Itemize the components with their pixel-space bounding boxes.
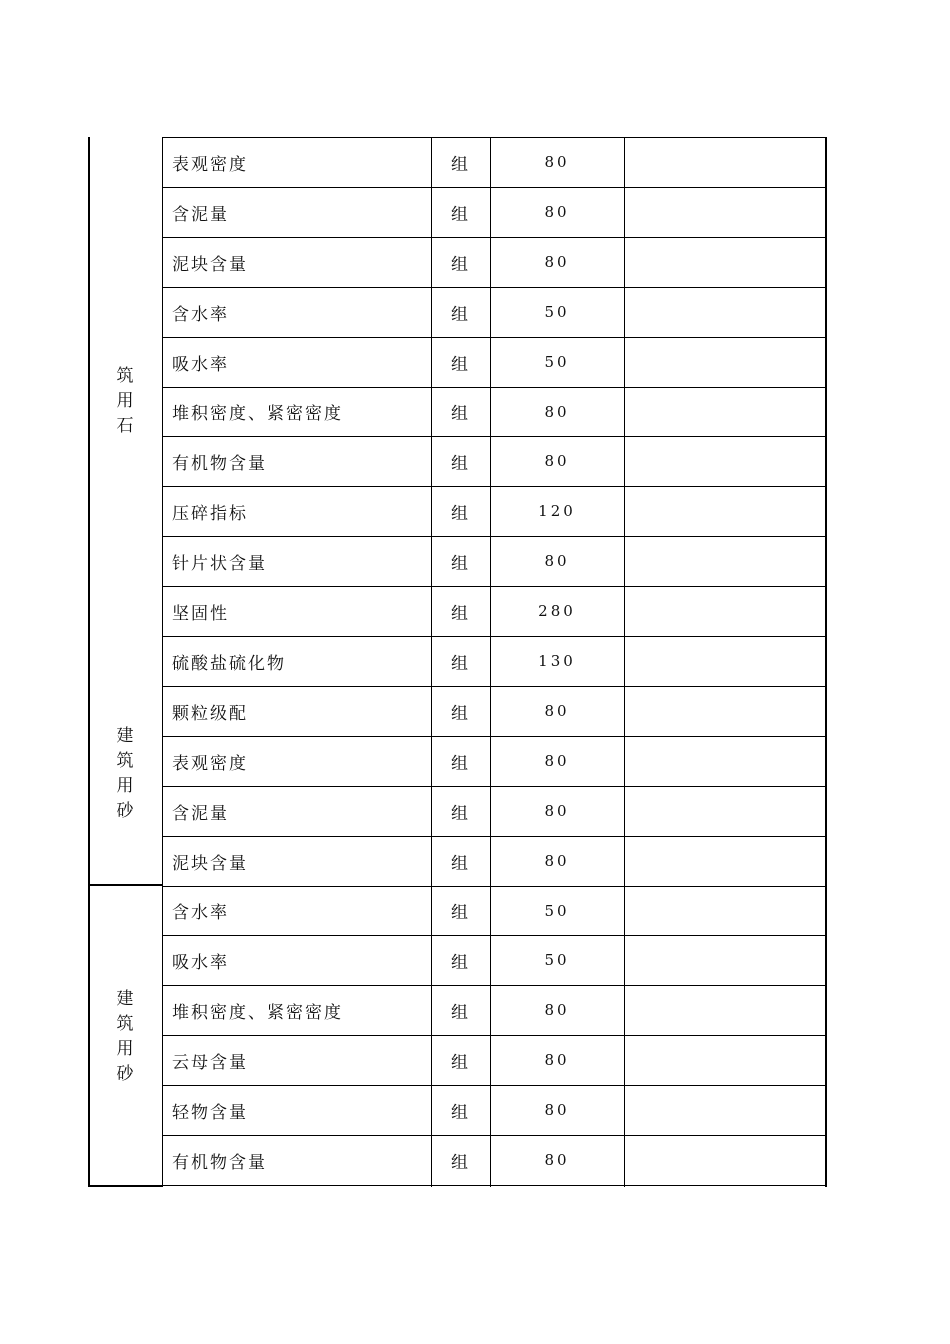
item-value: 80 (544, 552, 570, 570)
item-value: 80 (544, 752, 570, 770)
item-note (624, 886, 826, 935)
category-char: 石 (116, 416, 134, 436)
item-name: 硫酸盐硫化物 (172, 653, 286, 674)
item-note (624, 137, 826, 187)
item-note (624, 935, 826, 985)
table-row (88, 486, 826, 536)
table-row (88, 1085, 826, 1135)
item-note (624, 486, 826, 536)
item-note (624, 836, 826, 886)
item-name: 针片状含量 (172, 553, 267, 574)
item-name: 吸水率 (172, 952, 229, 973)
table-row (88, 387, 826, 436)
item-value: 80 (544, 1101, 570, 1119)
item-unit: 组 (451, 304, 470, 325)
item-value: 80 (544, 802, 570, 820)
test-items-table (88, 137, 826, 1187)
item-note (624, 1035, 826, 1085)
item-note (624, 387, 826, 436)
category-char: 砂 (116, 801, 134, 821)
item-unit: 组 (451, 753, 470, 774)
item-unit: 组 (451, 903, 470, 923)
item-unit: 组 (451, 603, 470, 624)
category-char: 建 (116, 726, 134, 746)
item-note (624, 985, 826, 1035)
table-row (88, 1035, 826, 1085)
item-note (624, 786, 826, 836)
item-name: 堆积密度、紧密密度 (172, 404, 343, 424)
item-name: 轻物含量 (172, 1102, 248, 1123)
item-unit: 组 (451, 1102, 470, 1123)
item-note (624, 187, 826, 237)
item-value: 80 (544, 852, 570, 870)
item-value: 50 (544, 951, 570, 969)
table-row (88, 586, 826, 636)
item-unit: 组 (451, 553, 470, 574)
item-value: 80 (544, 153, 570, 171)
category-char: 砂 (116, 1064, 134, 1084)
table-row (88, 985, 826, 1035)
item-unit: 组 (451, 404, 470, 424)
item-unit: 组 (451, 254, 470, 275)
item-note (624, 1085, 826, 1135)
item-name: 含水率 (172, 903, 229, 923)
item-value: 120 (538, 502, 576, 520)
item-name: 含泥量 (172, 803, 229, 824)
item-value: 80 (544, 1051, 570, 1069)
item-unit: 组 (451, 952, 470, 973)
item-name: 颗粒级配 (172, 703, 248, 724)
item-note (624, 686, 826, 736)
item-name: 泥块含量 (172, 254, 248, 275)
item-note (624, 636, 826, 686)
item-value: 80 (544, 1001, 570, 1019)
item-name: 云母含量 (172, 1052, 248, 1073)
item-note (624, 436, 826, 486)
table-row (88, 686, 826, 736)
item-value: 80 (544, 702, 570, 720)
item-name: 吸水率 (172, 354, 229, 375)
category-char: 筑 (116, 751, 134, 771)
item-unit: 组 (451, 1052, 470, 1073)
item-unit: 组 (451, 453, 470, 474)
item-name: 堆积密度、紧密密度 (172, 1002, 343, 1023)
item-value: 280 (538, 602, 576, 620)
table-row (88, 287, 826, 337)
item-name: 有机物含量 (172, 1152, 267, 1173)
item-name: 含水率 (172, 304, 229, 325)
table-row (88, 436, 826, 486)
item-note (624, 237, 826, 287)
item-name: 表观密度 (172, 753, 248, 774)
table-row (88, 536, 826, 586)
item-unit: 组 (451, 1152, 470, 1173)
item-unit: 组 (451, 154, 470, 175)
item-unit: 组 (451, 853, 470, 874)
item-value: 130 (538, 652, 576, 670)
category-char: 用 (116, 391, 134, 411)
item-unit: 组 (451, 354, 470, 375)
item-unit: 组 (451, 803, 470, 824)
category-char: 用 (116, 1039, 134, 1059)
table-row (88, 886, 826, 935)
category-char: 筑 (116, 366, 134, 386)
category-char: 用 (116, 776, 134, 796)
table-row (88, 1135, 826, 1185)
category-char: 筑 (116, 1014, 134, 1034)
item-value: 80 (544, 402, 570, 421)
table-row (88, 786, 826, 836)
item-note (624, 536, 826, 586)
table-bottom-border (162, 1185, 826, 1186)
item-name: 泥块含量 (172, 853, 248, 874)
table-row (88, 736, 826, 786)
item-name: 表观密度 (172, 154, 248, 175)
item-value: 50 (544, 353, 570, 371)
item-value: 50 (544, 901, 570, 920)
item-name: 压碎指标 (172, 503, 248, 524)
table-row (88, 337, 826, 387)
item-unit: 组 (451, 703, 470, 724)
item-value: 50 (544, 303, 570, 321)
item-note (624, 1135, 826, 1185)
table-row (88, 836, 826, 886)
category-char: 建 (116, 989, 134, 1009)
item-note (624, 337, 826, 387)
item-name: 有机物含量 (172, 453, 267, 474)
item-value: 80 (544, 452, 570, 470)
item-unit: 组 (451, 503, 470, 524)
table-bottom-left (88, 1185, 162, 1187)
item-note (624, 586, 826, 636)
table-row (88, 237, 826, 287)
item-note (624, 287, 826, 337)
item-value: 80 (544, 203, 570, 221)
item-unit: 组 (451, 653, 470, 674)
table-row (88, 636, 826, 686)
item-name: 含泥量 (172, 204, 229, 225)
table-row (88, 187, 826, 237)
table-row (88, 137, 826, 187)
item-unit: 组 (451, 1002, 470, 1023)
table-row (88, 935, 826, 985)
item-note (624, 736, 826, 786)
item-value: 80 (544, 1151, 570, 1169)
item-unit: 组 (451, 204, 470, 225)
item-name: 坚固性 (172, 603, 229, 624)
item-value: 80 (544, 253, 570, 271)
